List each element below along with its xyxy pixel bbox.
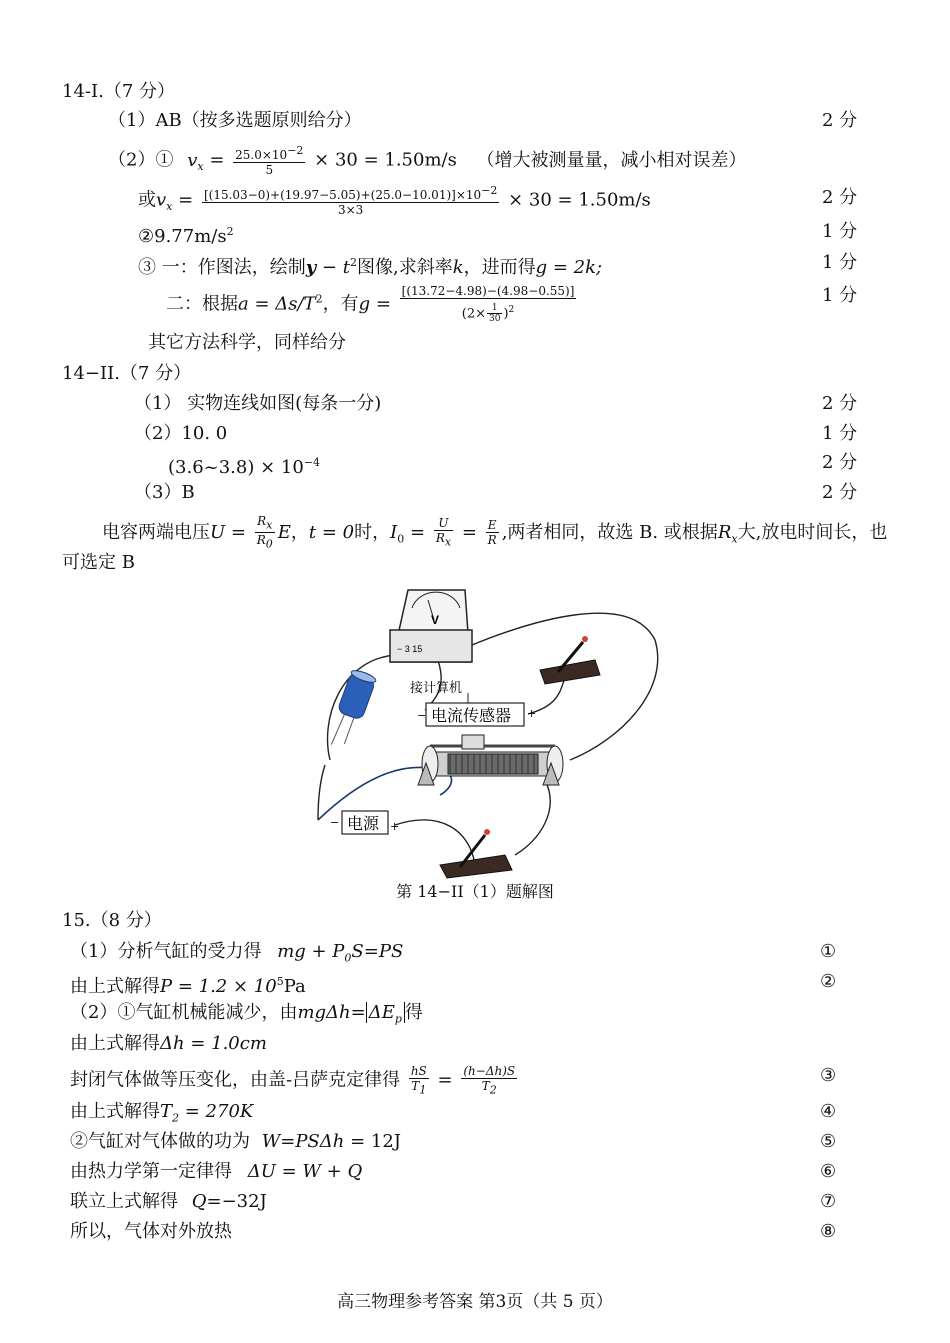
q14ii-explanation-cont: 可选定 B [62,552,135,573]
q14i-alt-line [138,184,651,219]
u-symbol: U [434,516,453,531]
knife-switch-2 [440,829,512,878]
current-sensor-label: 电流传感器 [431,706,512,725]
velocity-fraction [233,144,305,177]
voltmeter [390,590,472,662]
q14i-part2-2-points: 1 分 [822,221,858,242]
q14i-part2-note: （增大被测量量，减小相对误差） [476,149,747,171]
fraction-denominator: 5 [265,163,274,177]
g-symbol: g = [358,293,391,315]
q14i-part2-prefix: （2）① [108,149,174,171]
q14i-part1-points: 2 分 [822,110,858,131]
fraction-numerator: 25.0×10 [235,148,288,162]
mark-8: ⑧ [820,1221,837,1242]
mark-5: ⑤ [820,1131,837,1152]
t1-subscript: 1 [419,1083,427,1097]
source-minus: − [330,816,340,829]
numerator-exponent: −2 [287,144,304,157]
q14i-other-methods: 其它方法科学，同样给分 [148,332,346,353]
denominator-open: (2× [461,306,487,322]
rx-symbol: R [257,514,267,528]
equals-sign: = [437,1069,453,1091]
q15-line7-text: ②气缸对气体做的功为 [70,1131,250,1152]
t1-symbol: T [411,1079,420,1093]
q-value: =−32J [206,1191,267,1212]
q14i-part2-line [108,144,747,179]
q15-line6-text: 由上式解得 [70,1101,160,1122]
method1-text: ③ 一：作图法，绘制 [138,257,306,278]
q14ii-range-points: 2 分 [822,452,858,473]
q14ii-part3: （3）B [134,482,195,503]
rx-symbol: R [717,521,732,543]
source-plus: + [390,820,400,833]
r-symbol: R [435,531,445,546]
q14ii-part2-points: 1 分 [822,423,858,444]
i-subscript: 0 [397,532,405,546]
method1-text-2: 图像,求斜率 [356,257,453,278]
unit-exponent: 2 [226,225,234,238]
q14ii-explanation [102,514,887,552]
method2-text: 二：根据 [166,293,238,315]
method1-text-3: ，进而得 [463,257,536,278]
rx-subscript: x [731,532,738,546]
force-equation-2: S=PS [351,941,404,962]
e-symbol: E [486,518,499,533]
mark-6: ⑥ [820,1161,837,1182]
inner-numerator: 1 [487,303,502,314]
t2-subscript: 2 [489,1083,497,1097]
explanation-text-3: ,两者相同，故选 B. 或根据 [501,521,718,543]
denominator-close: ) [503,306,509,322]
h-minus-dh-numerator: (h−Δh)S [463,1064,516,1078]
delta-ep: ΔE [368,1002,395,1023]
explanation-text-2: 时， [354,521,391,543]
equals-sign: = [178,189,194,211]
a-equation: a = Δs/T [238,293,316,315]
t2-symbol: T [160,1101,173,1122]
q15-line4 [70,1032,267,1056]
sensor-minus: − [417,709,427,722]
q15-line7 [70,1130,401,1154]
fraction-denominator: 3×3 [337,203,364,217]
velocity-symbol: v [187,149,198,171]
first-law-equation: ΔU = W + Q [247,1161,363,1182]
mark-2: ② [820,971,837,992]
gay-lussac-left [409,1064,429,1097]
method2-fraction [400,284,577,325]
e-symbol: E [277,521,291,543]
k-symbol: k [452,257,464,278]
q14ii-part1-points: 2 分 [822,393,858,414]
t2-subscript: 2 [172,1111,180,1125]
capacitor [326,668,377,751]
q14i-method2-points: 1 分 [822,285,858,306]
q15-line6 [70,1100,253,1131]
pressure-unit: Pa [283,976,306,997]
q15-line3-text: （2）①气缸机械能减少，由 [70,1002,298,1023]
ep-subscript: p [394,1012,402,1026]
g-equation: g = 2k; [535,257,603,278]
range-exponent: −4 [303,456,321,469]
velocity-symbol: v [156,189,167,211]
rx-r0-fraction [255,514,275,552]
q14i-method1 [138,251,602,280]
denominator-exponent: 2 [508,305,515,315]
q15-line3-text-2: 得 [404,1002,423,1023]
gravity-value: ②9.77m/s [138,226,227,247]
work-equation: W=PSΔh [261,1131,345,1152]
wire-rheostat-switch2 [515,780,550,855]
explanation-text: 电容两端电压 [102,521,210,543]
equals-sign: = [209,149,225,171]
mark-7: ⑦ [820,1191,837,1212]
inner-denominator: 30 [489,314,501,325]
computer-label: 接计算机 [410,681,463,696]
fraction-numerator: [(15.03−0)+(19.97−5.05)+(25.0−10.01)]×10 [203,188,482,202]
equals-sign: = [409,521,426,543]
circuit-diagram [300,580,670,880]
t-equation: t = 0 [308,521,355,543]
alt-prefix: 或 [138,189,156,211]
q14ii-part3-points: 2 分 [822,482,858,503]
mark-3: ③ [820,1065,837,1086]
q15-line2-text: 由上式解得 [70,976,160,997]
r-symbol: R [487,533,497,548]
q14ii-header: 14−II.（7 分） [62,363,192,384]
r0-subscript: 0 [265,537,273,551]
work-value: = 12J [344,1131,402,1152]
fraction-numerator: [(13.72−4.98)−(4.98−0.55)] [401,284,575,298]
rx-subscript: x [266,518,273,532]
page-footer: 高三物理参考答案 第3页（共 5 页） [337,1292,613,1312]
q15-line5 [70,1064,520,1097]
velocity-subscript: x [197,160,204,174]
q15-line9 [70,1190,267,1214]
q15-line4-text: 由上式解得 [70,1033,160,1054]
q15-line5-text: 封闭气体做等压变化，由盖-吕萨克定律得 [70,1069,401,1091]
power-source-label: 电源 [347,814,380,833]
pressure-equation: P = 1.2 × 10 [160,976,277,997]
velocity-result: × 30 = 1.50m/s [314,149,457,171]
q15-line3 [70,1001,423,1032]
figure-caption: 第 14−II（1）题解图 [396,882,554,901]
q14i-method2 [166,284,579,325]
q14i-alt-points: 2 分 [822,187,858,208]
alt-result: × 30 = 1.50m/s [508,189,651,211]
sensor-plus: + [527,707,537,720]
mark-4: ④ [820,1101,837,1122]
q15-line1-text: （1）分析气缸的受力得 [70,941,262,962]
numerator-exponent: −2 [481,184,498,197]
equals-sign: = [461,521,477,543]
u-equation: U = [210,521,246,543]
alt-fraction [202,184,499,217]
e-r-fraction [486,518,499,547]
voltmeter-label: V [431,613,440,627]
energy-equation: mgΔh= [297,1002,366,1023]
wire-source-switch2 [395,820,475,865]
wire-voltmeter-switch [460,613,658,760]
i-symbol: I [390,521,398,543]
gay-lussac-right [461,1064,517,1097]
hs-numerator: hS [410,1064,427,1078]
knife-switch-1 [540,636,600,684]
r-subscript: x [444,535,452,549]
t-symbol: t [342,257,350,278]
q15-line8-text: 由热力学第一定律得 [70,1161,232,1182]
rheostat [418,735,563,785]
q14ii-range [168,451,320,480]
t2-symbol: T [481,1079,490,1093]
q14i-method1-points: 1 分 [822,252,858,273]
q-symbol: Q [191,1191,207,1212]
q15-line8 [70,1160,362,1184]
q14i-part2-2 [138,220,234,249]
pressure-exponent: 5 [276,975,284,988]
q15-line2 [70,970,306,999]
q14ii-part2: （2）10. 0 [134,423,228,444]
y-symbol: y [305,257,317,278]
minus-sign: − [316,257,343,278]
t-exponent: 2 [315,292,323,306]
q14i-header: 14-I.（7 分） [62,81,175,102]
t-exponent: 2 [349,256,357,269]
q15-line9-text: 联立上式解得 [70,1191,178,1212]
r0-symbol: R [256,533,266,548]
q14i-part1: （1）AB（按多选题原则给分） [108,110,362,131]
u-rx-fraction [434,516,453,549]
delta-h-equation: Δh = 1.0cm [160,1033,267,1054]
method2-text-2: ，有 [322,293,359,315]
q15-header: 15.（8 分） [62,910,162,931]
q15-line1 [70,940,403,971]
wire-capacitor-source [318,765,325,820]
p0-subscript: 0 [344,951,352,965]
t2-value: = 270K [179,1101,254,1122]
comma: ， [290,521,309,543]
velocity-subscript: x [166,200,173,214]
explanation-text-4: 大,放电时间长，也 [737,521,888,543]
range-value: (3.6~3.8) × 10 [168,457,304,478]
voltmeter-terminals: − 3 15 [397,644,423,654]
q15-line10: 所以，气体对外放热 [70,1221,232,1242]
mark-1: ① [820,941,837,962]
q14ii-part1: （1） 实物连线如图(每条一分) [134,393,382,414]
force-equation: mg + P [277,941,345,962]
